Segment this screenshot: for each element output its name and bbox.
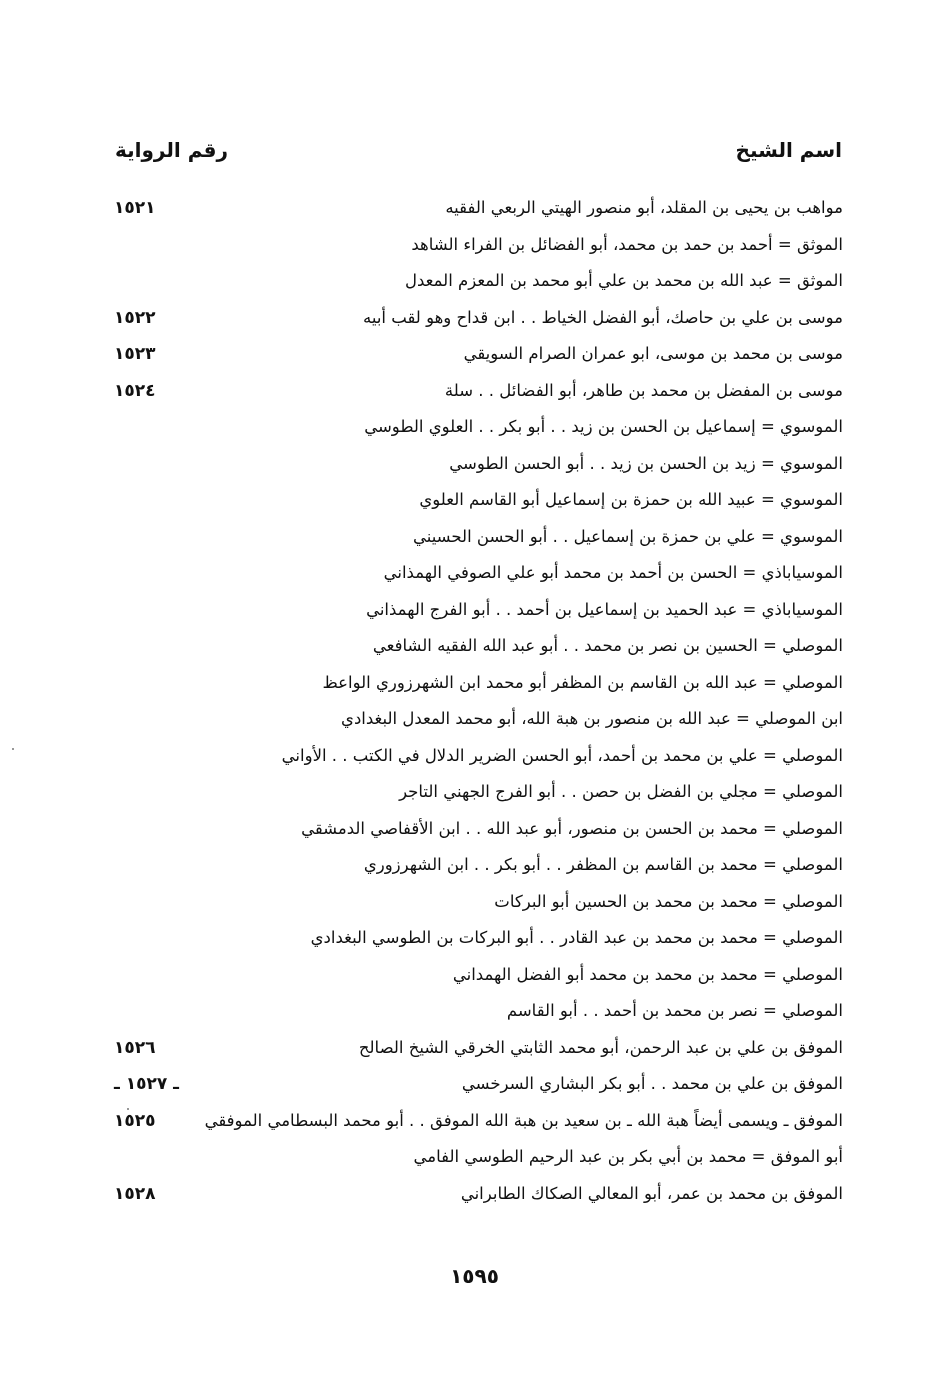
- sheikh-name-text: الموصلي = محمد بن محمد بن عبد القادر . . أبو البركات بن الطوسي البغدادي: [310, 928, 843, 947]
- sheikh-name-text: الموصلي = محمد بن محمد بن الحسين أبو البركات: [494, 891, 843, 911]
- sheikh-name-text: الموثق = أحمد بن حمد بن محمد، أبو الفضائل بن الفراء الشاهد: [411, 234, 843, 254]
- sheikh-name-text: الموصلي = الحسين بن نصر بن محمد . . أبو عبد الله الفقيه الشافعي: [372, 636, 843, 655]
- list-item: [100, 739, 843, 776]
- sheikh-name-text: موسى بن محمد بن موسى، ابو عمران الصرام السويقي: [463, 344, 843, 363]
- sheikh-name-text: الموسوي = إسماعيل بن الحسن بن زيد . . أبو بكر . . العلوي الطوسي: [364, 417, 843, 436]
- narration-number: ١٥٢٣: [114, 344, 156, 364]
- entries-list: [100, 191, 843, 1213]
- sheikh-name-text: الموصلي = علي بن محمد بن أحمد، أبو الحسن الضرير الدلال في الكتب . . الأواني: [281, 745, 843, 765]
- sheikh-name-text: ابن الموصلي = عبد الله بن منصور بن هبة الله، أبو محمد المعدل البغدادي: [341, 709, 843, 728]
- list-item: [100, 483, 843, 520]
- sheikh-name-text: الموصلي = محمد بن الحسن بن منصور، أبو عبد الله . . ابن الأقفاصي الدمشقي: [301, 818, 843, 838]
- list-item: [100, 337, 843, 374]
- list-item: [100, 921, 843, 958]
- list-item: [100, 848, 843, 885]
- sheikh-name-text: الموفق بن علي بن عبد الرحمن، أبو محمد الثابتي الخرقي الشيخ الصالح: [358, 1037, 843, 1057]
- sheikh-name-text: الموفق ـ ويسمى أيضاً هبة الله ـ بن سعيد بن هبة الله الموفق . . أبو محمد البسطامي الموفقي: [204, 1110, 843, 1130]
- narration-number: ١٥٢٦: [114, 1037, 156, 1058]
- list-item: [100, 994, 843, 1031]
- column-header-narration-number: رقم الرواية: [115, 138, 228, 162]
- list-item: [100, 520, 843, 557]
- sheikh-name-text: الموسوي = زيد بن الحسن بن زيد . . أبو الحسن الطوسي: [449, 453, 843, 473]
- list-item: [100, 1067, 843, 1104]
- sheikh-name-text: الموثق = عبد الله بن محمد بن علي أبو محمد بن المعزم المعدل: [405, 271, 843, 290]
- sheikh-name-text: أبو الموفق = محمد بن أبي بكر بن عبد الرحيم الطوسي الفامي: [413, 1147, 843, 1166]
- list-item: [100, 1031, 843, 1068]
- narration-number: ١٥٢١: [114, 198, 156, 218]
- list-item: [100, 556, 843, 593]
- sheikh-name-text: الموسوي = علي بن حمزة بن إسماعيل . . أبو الحسن الحسيني: [412, 526, 843, 546]
- list-item: [100, 374, 843, 411]
- list-item: [100, 228, 843, 265]
- sheikh-name-text: الموفق بن علي بن محمد . . أبو بكر البشاري السرخسي: [461, 1074, 843, 1093]
- list-item: [100, 301, 843, 338]
- list-item: [100, 264, 843, 301]
- list-item: [100, 1140, 843, 1177]
- sheikh-name-text: الموصلي = محمد بن محمد بن محمد أبو الفضل الهمداني: [452, 964, 843, 984]
- list-item: [100, 702, 843, 739]
- list-item: [100, 447, 843, 484]
- list-item: [100, 1104, 843, 1141]
- list-item: [100, 666, 843, 703]
- sheikh-name-text: الموسياباذي = عبد الحميد بن إسماعيل بن أحمد . . أبو الفرج الهمذاني: [366, 599, 843, 619]
- narration-number: ١٥٢٢: [114, 307, 156, 328]
- column-header-sheikh-name: اسم الشيخ: [735, 138, 842, 162]
- sheikh-name-text: الموسياباذي = الحسن بن أحمد بن محمد أبو علي الصوفي الهمذاني: [383, 563, 843, 582]
- narration-number: ١٥٢٤: [114, 380, 156, 401]
- sheikh-name-text: الموصلي = نصر بن محمد بن أحمد . . أبو القاسم: [506, 1001, 843, 1020]
- scan-speck: [12, 748, 14, 750]
- list-item: [100, 410, 843, 447]
- list-item: [100, 885, 843, 922]
- sheikh-name-text: الموصلي = مجلي بن الفضل بن حصن . . أبو الفرج الجهني التاجر: [399, 782, 843, 801]
- list-item: [100, 629, 843, 666]
- page-number: ١٥٩٥: [450, 1264, 499, 1288]
- list-item: [100, 593, 843, 630]
- list-item: [100, 1177, 843, 1214]
- sheikh-name-text: موسى بن علي بن حاصك، أبو الفضل الخياط . . ابن قداح وهو لقب أبيه: [363, 307, 843, 327]
- sheikh-name-text: الموفق بن محمد بن عمر، أبو المعالي الصكاك الطابراني: [460, 1183, 843, 1203]
- narration-number: ١٥٢٨: [114, 1183, 156, 1204]
- sheikh-name-text: الموسوي = عبيد الله بن حمزة بن إسماعيل أبو القاسم العلوي: [419, 490, 843, 509]
- list-item: [100, 958, 843, 995]
- sheikh-name-text: مواهب بن يحيى بن المقلد، أبو منصور الهيتي الربعي الفقيه: [445, 198, 843, 217]
- sheikh-name-text: موسى بن المفضل بن محمد بن طاهر، أبو الفضائل . . سلة: [444, 380, 843, 400]
- narration-number: ١٥٢٥: [114, 1110, 156, 1131]
- scan-speck: [127, 1108, 129, 1110]
- narration-number: ـ ١٥٢٧ ـ: [114, 1074, 179, 1094]
- list-item: [100, 812, 843, 849]
- sheikh-name-text: الموصلي = محمد بن القاسم بن المظفر . . أبو بكر . . ابن الشهرزوري: [363, 855, 843, 874]
- sheikh-name-text: الموصلي = عبد الله بن القاسم بن المظفر أبو محمد ابن الشهرزوري الواعظ: [322, 672, 843, 692]
- list-item: [100, 191, 843, 228]
- list-item: [100, 775, 843, 812]
